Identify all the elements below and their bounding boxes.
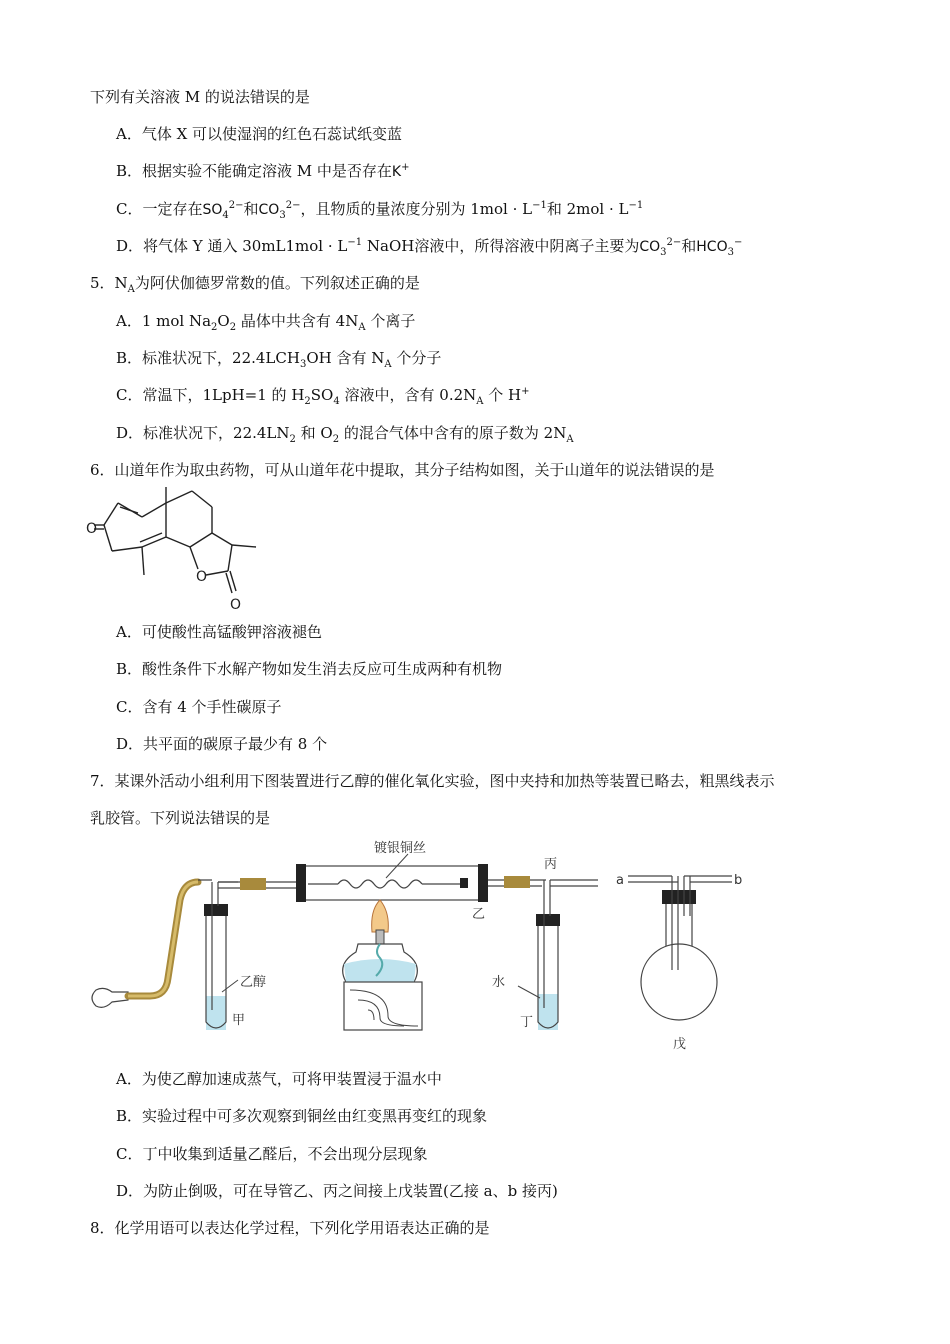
apparatus-diagram <box>88 840 788 1060</box>
q4-option-d: D．将气体 Y 通入 $30mL1mol \cdot L^{-1}$ NaOH溶液中，所得溶液中阴离子主要为$CO_3^{2-}$和$HCO_3^-$ <box>116 237 743 258</box>
alcohol-lamp <box>343 900 422 1030</box>
q7-stem-line1: 7．某课外活动小组利用下图装置进行乙醇的催化氧化实验，图中夹持和加热等装置已略去，粗黑线表示 <box>90 772 775 790</box>
santonin-structure <box>86 485 276 615</box>
q7-option-b: B．实验过程中可多次观察到铜丝由红变黑再变红的现象 <box>116 1107 488 1125</box>
q4-option-a: A．气体 X 可以使湿润的红色石蕊试纸变蓝 <box>116 125 403 143</box>
atom-o-ketone: O <box>86 521 98 537</box>
label-ding: 丁 <box>520 1015 534 1030</box>
q5-option-a: A．1 mol $Na_2O_2$ 晶体中共含有 $4N_A$ 个离子 <box>116 312 416 333</box>
q6-option-b: B．酸性条件下水解产物如发生消去反应可生成两种有机物 <box>116 660 503 678</box>
q5-option-c: C．常温下，1LpH=1 的 $H_2SO_4$ 溶液中，含有 $0.2N_A$ 个 H+ <box>116 386 530 407</box>
q4-option-b: B．根据实验不能确定溶液 M 中是否存在K+ <box>116 162 410 180</box>
q8-stem: 8．化学用语可以表达化学过程，下列化学用语表达正确的是 <box>90 1219 490 1237</box>
rubber-tube <box>128 882 198 996</box>
atom-o-ring: O <box>196 569 208 585</box>
label-yi: 乙 <box>472 907 486 922</box>
q5-option-d: D．标准状况下，$22.4LN_2$ 和 $O_2$ 的混合气体中含有的原子数为 $2N_A$ <box>116 424 574 445</box>
q4-stem: 下列有关溶液 M 的说法错误的是 <box>90 88 310 106</box>
test-tube-ding <box>536 880 598 1030</box>
q6-option-d: D．共平面的碳原子最少有 8 个 <box>116 735 328 753</box>
q7-stem-line2: 乳胶管。下列说法错误的是 <box>90 809 271 827</box>
flask-wu <box>628 876 732 1020</box>
label-jia: 甲 <box>232 1013 246 1028</box>
q7-option-d: D．为防止倒吸，可在导管乙、丙之间接上戊装置(乙接 a、b 接丙) <box>116 1182 558 1200</box>
label-a: a <box>616 873 624 888</box>
combustion-tube <box>296 864 488 902</box>
q6-option-a: A．可使酸性高锰酸钾溶液褪色 <box>116 623 322 641</box>
label-wire: 镀银铜丝 <box>374 841 427 856</box>
atom-o-carbonyl: O <box>230 597 242 613</box>
q5-option-b: B．标准状况下，$22.4LCH_3OH$ 含有 $N_A$ 个分子 <box>116 349 442 370</box>
aspirator-bulb <box>92 988 128 1007</box>
q7-option-a: A．为使乙醇加速成蒸气，可将甲装置浸于温水中 <box>116 1070 442 1088</box>
structure-bonds <box>94 487 256 593</box>
label-wu: 戊 <box>673 1037 687 1052</box>
q6-option-c: C．含有 4 个手性碳原子 <box>116 698 282 716</box>
label-ethanol: 乙醇 <box>240 975 267 990</box>
label-water: 水 <box>492 975 506 990</box>
label-bing: 丙 <box>544 857 558 872</box>
test-tube-jia <box>204 882 228 1030</box>
q5-stem: 5．$N_A$为阿伏伽德罗常数的值。下列叙述正确的是 <box>90 274 420 295</box>
q6-stem: 6．山道年作为取虫药物，可从山道年花中提取，其分子结构如图，关于山道年的说法错误的是 <box>90 461 715 479</box>
q4-option-c: C．一定存在$SO_4^{2-}$和$CO_3^{2-}$，且物质的量浓度分别为 $1mol \cdot L^{-1}$和 $2mol \cdot L^{-1}$ <box>116 200 644 221</box>
label-b: b <box>734 873 743 888</box>
q7-option-c: C．丁中收集到适量乙醛后，不会出现分层现象 <box>116 1145 428 1163</box>
